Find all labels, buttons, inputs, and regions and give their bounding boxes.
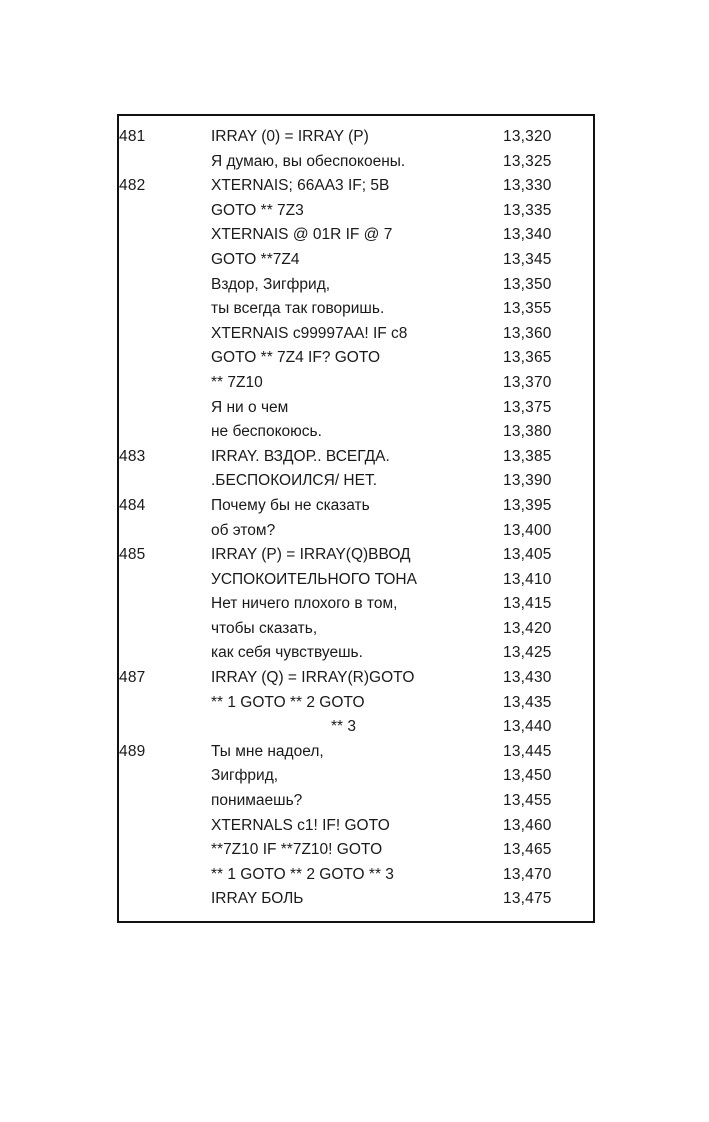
row-cue <box>119 789 211 814</box>
table-row <box>119 248 597 273</box>
row-cue <box>119 248 211 273</box>
row-text: ** 1 GOTO ** 2 GOTO ** 3 <box>211 865 394 883</box>
row-cue <box>119 641 211 666</box>
row-time: 13,440 <box>503 718 552 736</box>
row-text: Зигфрид, <box>211 767 279 785</box>
script-rows-body <box>119 125 597 912</box>
row-text: GOTO ** 7Z3 <box>211 201 304 219</box>
row-time: 13,410 <box>503 570 552 588</box>
row-cue <box>119 568 211 593</box>
table-row <box>119 641 597 666</box>
row-text: IRRAY (P) = IRRAY(Q)ВВОД <box>211 546 411 564</box>
row-time: 13,415 <box>503 595 552 613</box>
row-time: 13,380 <box>503 423 552 441</box>
row-time: 13,420 <box>503 619 552 637</box>
table-row <box>119 568 597 593</box>
table-row <box>119 814 597 839</box>
row-time: 13,465 <box>503 841 552 859</box>
row-time: 13,385 <box>503 447 552 465</box>
row-text: IRRAY. ВЗДОР.. ВСЕГДА. <box>211 447 390 465</box>
table-row <box>119 445 597 470</box>
row-text-indented: ** 3 <box>331 718 356 736</box>
table-row <box>119 838 597 863</box>
row-cue <box>119 396 211 421</box>
row-text: GOTO **7Z4 <box>211 250 300 268</box>
row-time: 13,330 <box>503 177 552 195</box>
row-text: XTERNAIS; 66AA3 IF; 5B <box>211 177 390 195</box>
row-cue <box>119 420 211 445</box>
row-cue <box>119 715 211 740</box>
table-row <box>119 469 597 494</box>
row-cue <box>119 223 211 248</box>
row-text: IRRAY БОЛЬ <box>211 890 304 908</box>
row-text: IRRAY (Q) = IRRAY(R)GOTO <box>211 669 415 687</box>
table-row <box>119 346 597 371</box>
row-cue <box>119 346 211 371</box>
row-cue: 484 <box>119 496 146 514</box>
row-text: XTERNALS c1! IF! GOTO <box>211 816 390 834</box>
row-text: .БЕСПОКОИЛСЯ/ НЕТ. <box>211 472 378 490</box>
row-time: 13,375 <box>503 398 552 416</box>
table-row <box>119 543 597 568</box>
row-text: XTERNAIS @ 01R IF @ 7 <box>211 226 393 244</box>
row-text: как себя чувствуешь. <box>211 644 363 662</box>
row-time: 13,365 <box>503 349 552 367</box>
row-time: 13,390 <box>503 472 552 490</box>
row-text: УСПОКОИТЕЛЬНОГО ТОНА <box>211 570 417 588</box>
row-cue: 485 <box>119 546 146 564</box>
row-cue <box>119 469 211 494</box>
row-text: Почему бы не сказать <box>211 496 370 514</box>
row-cue <box>119 887 211 912</box>
row-time: 13,370 <box>503 373 552 391</box>
row-cue: 489 <box>119 742 146 760</box>
continuity-script-table <box>117 114 595 923</box>
table-row <box>119 740 597 765</box>
row-cue: 483 <box>119 447 146 465</box>
row-text: не беспокоюсь. <box>211 423 322 441</box>
row-time: 13,355 <box>503 300 552 318</box>
row-time: 13,475 <box>503 890 552 908</box>
row-cue <box>119 691 211 716</box>
row-text: **7Z10 IF **7Z10! GOTO <box>211 841 383 859</box>
row-text: XTERNAIS c99997AA! IF c8 <box>211 324 408 342</box>
row-text: Вздор, Зигфрид, <box>211 275 331 293</box>
table-row <box>119 322 597 347</box>
row-text <box>211 715 503 740</box>
row-time: 13,425 <box>503 644 552 662</box>
row-text: IRRAY (0) = IRRAY (P) <box>211 128 369 145</box>
table-row <box>119 223 597 248</box>
row-time: 13,450 <box>503 767 552 785</box>
row-text: Ты мне надоел, <box>211 742 324 760</box>
row-time: 13,350 <box>503 275 552 293</box>
script-rows <box>119 125 597 912</box>
table-row <box>119 371 597 396</box>
row-cue <box>119 150 211 175</box>
row-cue <box>119 297 211 322</box>
row-cue <box>119 371 211 396</box>
row-text: понимаешь? <box>211 792 303 810</box>
row-text: Нет ничего плохого в том, <box>211 595 398 613</box>
row-cue <box>119 617 211 642</box>
row-time: 13,360 <box>503 324 552 342</box>
row-text: Я думаю, вы обеспокоены. <box>211 152 406 170</box>
row-cue: 487 <box>119 669 146 687</box>
table-row <box>119 519 597 544</box>
row-cue <box>119 764 211 789</box>
row-time: 13,340 <box>503 226 552 244</box>
row-time: 13,470 <box>503 865 552 883</box>
row-cue <box>119 519 211 544</box>
table-row <box>119 174 597 199</box>
row-text: об этом? <box>211 521 276 539</box>
row-time: 13,455 <box>503 792 552 810</box>
table-row <box>119 494 597 519</box>
row-cue <box>119 814 211 839</box>
row-text: чтобы сказать, <box>211 619 318 637</box>
table-row <box>119 396 597 421</box>
table-row <box>119 715 597 740</box>
row-cue <box>119 838 211 863</box>
row-cue <box>119 322 211 347</box>
row-time: 13,335 <box>503 201 552 219</box>
row-text: ** 7Z10 <box>211 373 263 391</box>
table-row <box>119 789 597 814</box>
table-row <box>119 199 597 224</box>
row-time: 13,430 <box>503 669 552 687</box>
table-row <box>119 273 597 298</box>
table-row <box>119 691 597 716</box>
table-row <box>119 617 597 642</box>
row-cue <box>119 273 211 298</box>
row-cue: 481 <box>119 128 146 145</box>
table-row <box>119 420 597 445</box>
table-row <box>119 887 597 912</box>
row-cue <box>119 863 211 888</box>
row-time: 13,400 <box>503 521 552 539</box>
table-row <box>119 863 597 888</box>
row-time: 13,435 <box>503 693 552 711</box>
table-row <box>119 150 597 175</box>
row-time: 13,460 <box>503 816 552 834</box>
row-time: 13,320 <box>503 128 552 145</box>
row-time: 13,325 <box>503 152 552 170</box>
row-time: 13,345 <box>503 250 552 268</box>
row-text: ** 1 GOTO ** 2 GOTO <box>211 693 365 711</box>
row-text: ты всегда так говоришь. <box>211 300 385 318</box>
row-time: 13,445 <box>503 742 552 760</box>
row-cue <box>119 592 211 617</box>
row-text: Я ни о чем <box>211 398 289 416</box>
row-cue: 482 <box>119 177 146 195</box>
table-row <box>119 297 597 322</box>
table-row <box>119 666 597 691</box>
table-row <box>119 764 597 789</box>
table-row <box>119 125 597 150</box>
row-time: 13,395 <box>503 496 552 514</box>
table-row <box>119 592 597 617</box>
row-cue <box>119 199 211 224</box>
row-text: GOTO ** 7Z4 IF? GOTO <box>211 349 381 367</box>
row-time: 13,405 <box>503 546 552 564</box>
